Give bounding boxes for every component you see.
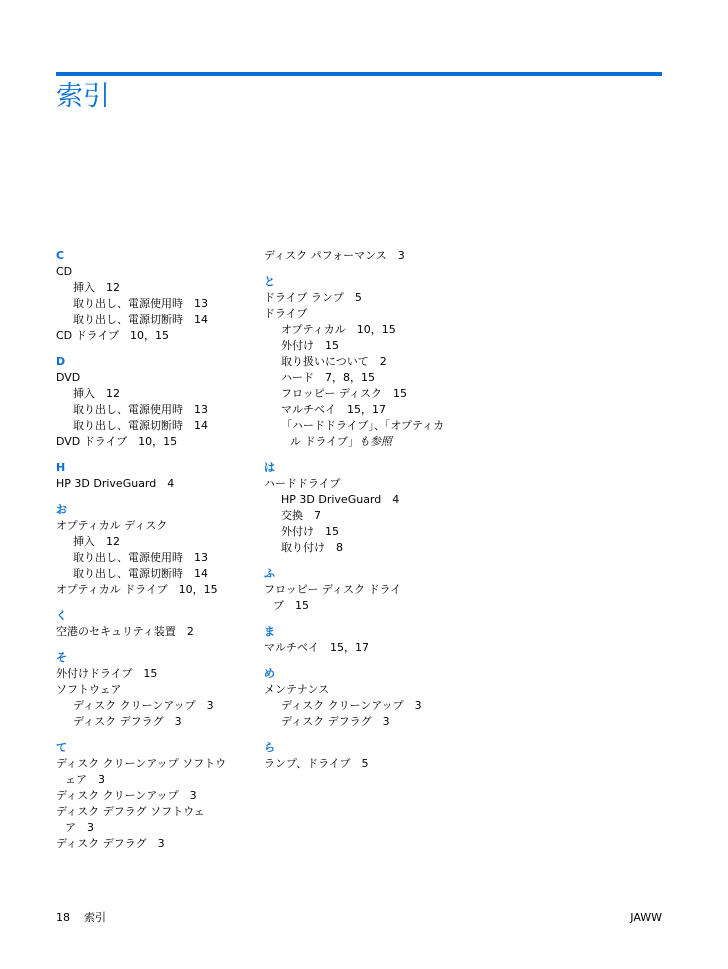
- index-subentry: ディスク クリーンアップ 3: [281, 699, 422, 712]
- page-title: 索引: [56, 81, 110, 112]
- index-entry: メンテナンス: [264, 683, 330, 696]
- index-entry: HP 3D DriveGuard 4: [56, 477, 175, 490]
- index-letter-heading: C: [56, 249, 65, 262]
- index-subentry: HP 3D DriveGuard 4: [281, 493, 400, 506]
- title-rule: [56, 72, 662, 76]
- index-entry: ディスク クリーンアップ 3: [56, 789, 197, 802]
- index-subentry: ディスク デフラグ 3: [73, 715, 182, 728]
- index-letter-heading: め: [264, 667, 275, 680]
- index-subentry: 交換 7: [281, 509, 321, 522]
- index-entry: ドライブ: [264, 307, 308, 320]
- index-subentry: ハード 7，8，15: [281, 371, 375, 384]
- index-subentry: 取り出し、電源使用時 13: [73, 297, 208, 310]
- index-letter-heading: と: [264, 275, 275, 288]
- footer-section: 索引: [84, 911, 106, 924]
- index-subentry: 取り扱いについて 2: [281, 355, 387, 368]
- index-subentry: 取り出し、電源使用時 13: [73, 551, 208, 564]
- see-also-text: ル ドライブ」: [290, 435, 359, 448]
- index-entry-continuation: ブ 15: [273, 599, 309, 612]
- index-see-also: 「ハードドライブ」、「オプティカ: [281, 419, 445, 432]
- index-subentry: 取り出し、電源切断時 14: [73, 419, 208, 432]
- index-subentry: 取り付け 8: [281, 541, 343, 554]
- index-see-also-continuation: [264, 434, 464, 450]
- index-subentry: 取り出し、電源切断時 14: [73, 313, 208, 326]
- index-subentry: 取り出し、電源使用時 13: [73, 403, 208, 416]
- index-subentry: 取り出し、電源切断時 14: [73, 567, 208, 580]
- index-entry: 空港のセキュリティ装置 2: [56, 625, 194, 638]
- index-subentry: ディスク デフラグ 3: [281, 715, 390, 728]
- index-column-right: [264, 248, 464, 772]
- index-entry: ドライブ ランプ 5: [264, 291, 362, 304]
- index-entry-continuation: ェア 3: [65, 773, 105, 786]
- index-entry: DVD ドライブ 10，15: [56, 435, 178, 448]
- index-letter-heading: は: [264, 461, 275, 474]
- index-letter-heading: ま: [264, 625, 275, 638]
- index-subentry: 外付け 15: [281, 339, 339, 352]
- index-letter-heading: ふ: [264, 567, 275, 580]
- footer-left: [56, 910, 106, 926]
- index-subentry: 挿入 12: [73, 535, 120, 548]
- index-subentry: 外付け 15: [281, 525, 339, 538]
- index-entry: 外付けドライブ 15: [56, 667, 158, 680]
- index-entry: ディスク デフラグ ソフトウェ: [56, 805, 205, 818]
- index-letter-heading: お: [56, 503, 67, 516]
- index-entry: ディスク クリーンアップ ソフトウ: [56, 757, 227, 770]
- index-entry: CD ドライブ 10，15: [56, 329, 169, 342]
- index-letter-heading: D: [56, 355, 66, 368]
- index-subentry: 挿入 12: [73, 281, 120, 294]
- index-letter-heading: く: [56, 609, 67, 622]
- index-subentry: オプティカル 10，15: [281, 323, 396, 336]
- footer-code: JAWW: [630, 911, 662, 924]
- index-subentry: マルチベイ 15，17: [281, 403, 386, 416]
- index-entry: ディスク パフォーマンス 3: [264, 249, 405, 262]
- index-subentry: フロッピー ディスク 15: [281, 387, 407, 400]
- index-subentry: ディスク クリーンアップ 3: [73, 699, 214, 712]
- index-entry-continuation: ア 3: [65, 821, 94, 834]
- footer-page-number: 18: [56, 911, 70, 924]
- index-entry: ハードドライブ: [264, 477, 341, 490]
- index-column-left: [56, 248, 256, 852]
- index-letter-heading: そ: [56, 651, 67, 664]
- index-letter-heading: H: [56, 461, 66, 474]
- index-entry: ソフトウェア: [56, 683, 122, 696]
- see-also-label: も参照: [358, 435, 392, 448]
- index-entry: オプティカル ドライブ 10，15: [56, 583, 218, 596]
- index-entry: オプティカル ディスク: [56, 519, 168, 532]
- index-letter-heading: ら: [264, 741, 275, 754]
- index-entry: ディスク デフラグ 3: [56, 837, 165, 850]
- index-subentry: 挿入 12: [73, 387, 120, 400]
- index-entry: DVD: [56, 371, 81, 384]
- index-entry: フロッピー ディスク ドライ: [264, 583, 402, 596]
- index-entry: マルチベイ 15，17: [264, 641, 369, 654]
- index-entry: ランプ、ドライブ 5: [264, 757, 369, 770]
- index-letter-heading: て: [56, 741, 67, 754]
- index-entry: CD: [56, 265, 73, 278]
